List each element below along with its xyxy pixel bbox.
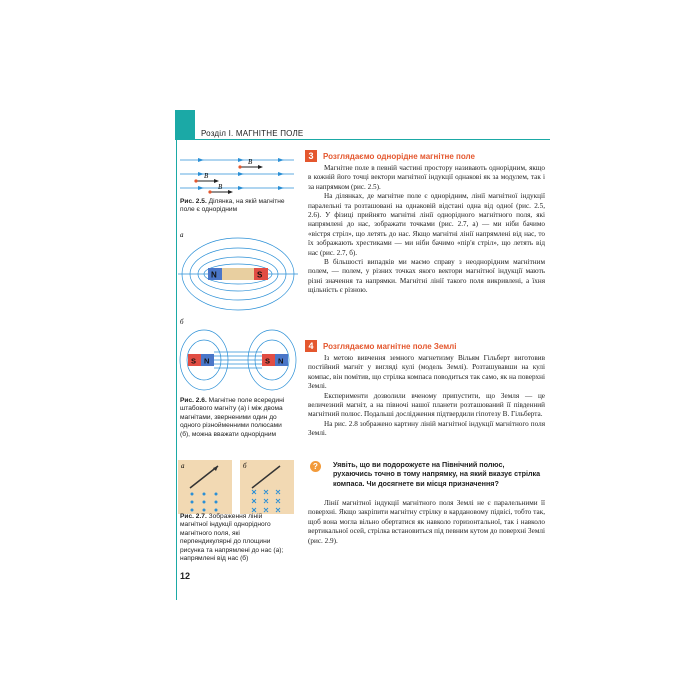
header-rule [195,139,550,140]
header-accent-bar [175,110,195,140]
svg-text:N: N [204,356,210,366]
section-title: Розділ І. МАГНІТНЕ ПОЛЕ [201,129,304,138]
paragraph: Магнітне поле в певній частині простору називають однорідним, якщо в кожній його точці вектори магнітної індукції однакові як за модулем, так і за напрямком (рис. 2.5). [308,164,545,191]
label-a: а [180,231,184,239]
question-text: Уявіть, що ви подорожуєте на Північний полюс, рухаючись точно в тому напрямку, на який вказує стрілка компаса. Чи досягнете ви місця призначення? [333,460,541,488]
pole-n: N [211,270,217,280]
left-margin-rule [176,140,177,600]
figure-2-6-caption: Рис. 2.6. Магнітне поле всередині штабового магніту (а) і між двома магнітами, зверненими один до одного різнойменними полюсами (б), можна вважати однорідним [180,397,285,438]
svg-text:S: S [191,356,197,366]
section-4-body [308,354,545,439]
svg-text:N: N [278,356,284,366]
paragraph: В більшості випадків ми маємо справу з неоднорідним магнітним полем, — полем, у різних точках якого вектори магнітної індукції мають різні значення та напрямки. Магнітні лінії такого поля викривлені, а їхня щільність є різною. [308,258,545,295]
vector-b-label: B [218,183,223,191]
vector-b-label: B [204,172,209,180]
svg-text:S: S [265,356,271,366]
section-3-body [308,164,545,296]
section-3-heading [305,150,475,162]
svg-text:б: б [243,462,247,470]
figure-2-5 [178,150,296,196]
label-b: б [180,318,184,326]
section-4-closing [308,499,545,546]
paragraph: Лінії магнітної індукції магнітного поля Землі не є паралельними її поверхні. Якщо закріпити магнітну стрілку в кардановому підвісі, тобто так, щоб вона могла вільно обертатися як навколо горизонтальної, так і навколо вертикальної осей, стрілка встановиться під певним кутом до поверхні Землі (рис. 2.9). [308,499,545,545]
section-number: 3 [305,150,317,162]
paragraph: На рис. 2.8 зображено картину ліній магнітної індукції магнітного поля Землі. [308,419,545,438]
figure-2-7 [178,460,298,516]
question-icon: ? [310,461,321,472]
section-number: 4 [305,340,317,352]
pole-s: S [257,270,263,280]
paragraph: Із метою вивчення земного магнетизму Вільям Гільберт виготовив постійний магніт у вигляді кулі (модель Землі). Розташувавши на кулі компас, він помітив, що стрілка компаса поводиться так само, як на поверхні Землі. [308,354,545,391]
section-4-heading [305,340,456,352]
paragraph: На ділянках, де магнітне поле є однорідним, лінії магнітної індукції паралельні та розташовані на однаковій відстані одна від одної (рис. 2.5, 2.6). У фізиці прийнято магнітні лінії однорідного магнітного поля, які напрямлені до нас, зображати точками (рис. 2.7, а) — ми ніби бачимо «вістря стріл», що летять до нас. Якщо магнітні лінії напрямлені від нас, то їх зображають хрестиками — ми ніби бачимо «пір'я стріл», що летять від нас (рис. 2.7, б). [308,192,545,257]
section-title: Розглядаємо однорідне магнітне поле [323,151,475,161]
svg-text:а: а [181,462,185,470]
vector-b-label: B [248,158,253,166]
paragraph: Експерименти дозволили вченому припустити, що Земля — це величезний магніт, а на півночі нашої планети розташований її південний магнітний полюс. Подальші дослідження підтвердили гіпотезу В. Гільберта. [308,391,545,419]
figure-2-5-caption: Рис. 2.5. Ділянка, на якій магнітне поле є однорідним [180,198,285,214]
section-title: Розглядаємо магнітне поле Землі [323,341,457,351]
page-number: 12 [180,571,191,581]
figure-2-7-caption: Рис. 2.7. Зображення ліній магнітної індукції однорідного магнітного поля, які перпендикулярні до площини рисунка та напрямлені до нас (а); напрямлені від нас (б) [180,513,284,563]
figure-2-6 [178,228,298,400]
